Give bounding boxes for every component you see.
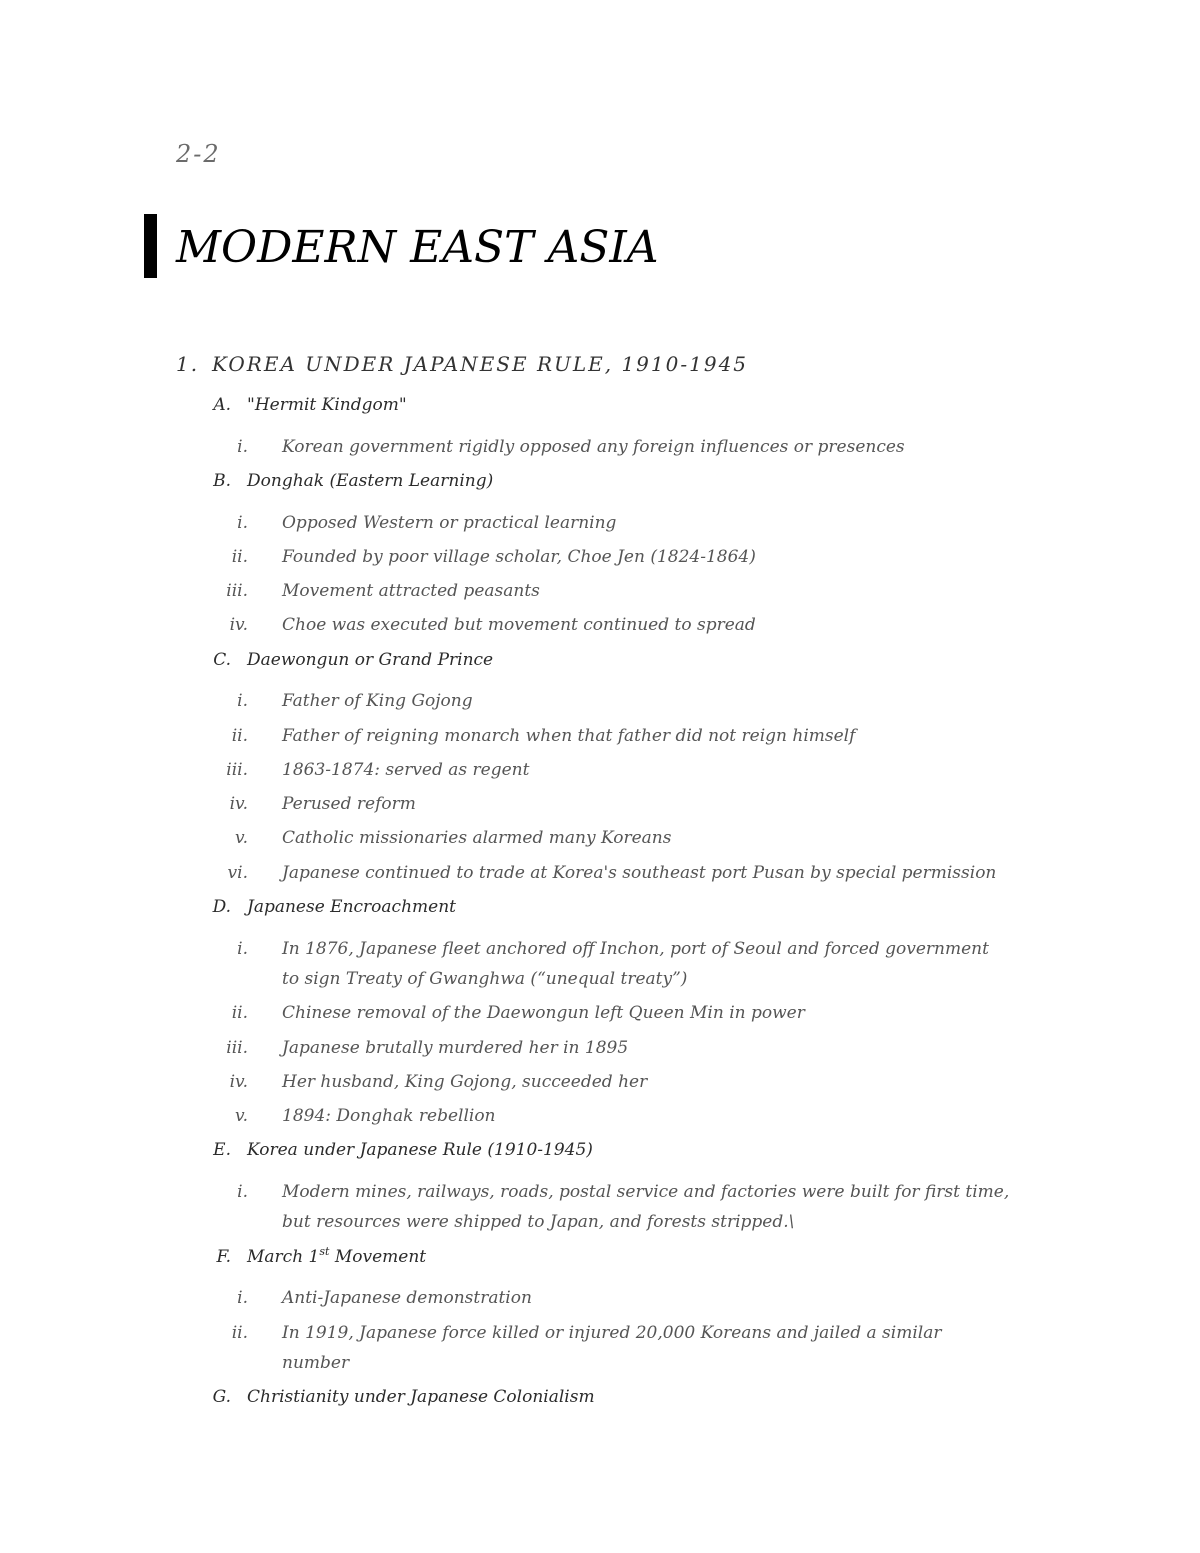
outline-item-g	[212, 1382, 595, 1412]
subitem-text: 1863-1874: served as regent	[282, 760, 530, 780]
section-heading	[176, 352, 748, 376]
subitem-text: In 1919, Japanese force killed or injured 20,000 Koreans and jailed a similar	[282, 1323, 942, 1343]
subitem-text: Father of reigning monarch when that father did not reign himself	[282, 726, 856, 746]
subitem-text: Movement attracted peasants	[282, 581, 540, 601]
subitem-marker: ii.	[231, 1003, 248, 1023]
outline-subitem	[237, 686, 473, 716]
outline-subitem	[226, 1033, 629, 1063]
title-accent-bar	[144, 214, 157, 278]
subitem-text: Anti-Japanese demonstration	[282, 1288, 532, 1308]
outline-subitem	[237, 934, 989, 964]
subitem-text: Her husband, King Gojong, succeeded her	[282, 1072, 648, 1092]
outline-subitem	[231, 721, 856, 751]
item-label	[247, 1247, 426, 1267]
outline-subitem	[229, 789, 416, 819]
subitem-marker: v.	[235, 1106, 248, 1126]
subitem-marker: i.	[237, 1182, 248, 1202]
item-label: "Hermit Kindgom"	[247, 395, 407, 415]
item-label-main: March 1	[247, 1247, 320, 1267]
subitem-marker: i.	[237, 939, 248, 959]
subitem-text: number	[282, 1353, 350, 1373]
subitem-marker: ii.	[231, 1323, 248, 1343]
outline-subitem	[229, 610, 756, 640]
subitem-text: Korean government rigidly opposed any foreign influences or presences	[282, 437, 905, 457]
item-label: Daewongun or Grand Prince	[247, 650, 494, 670]
outline-subitem	[226, 755, 530, 785]
outline-subitem	[237, 1283, 532, 1313]
subitem-text: 1894: Donghak rebellion	[282, 1106, 496, 1126]
outline-item-b	[213, 466, 494, 496]
outline-subitem-continuation	[282, 1207, 794, 1237]
outline-subitem	[226, 576, 540, 606]
subitem-text: Opposed Western or practical learning	[282, 513, 617, 533]
item-marker: G.	[212, 1387, 231, 1407]
outline-item-a	[213, 390, 407, 420]
outline-item-d	[212, 892, 456, 922]
outline-item-c	[213, 645, 494, 675]
page-number: 2-2	[176, 140, 221, 168]
outline-subitem	[237, 432, 905, 462]
subitem-text: Catholic missionaries alarmed many Koreans	[282, 828, 672, 848]
outline-subitem	[235, 823, 672, 853]
subitem-marker: iv.	[229, 794, 248, 814]
subitem-text: Father of King Gojong	[282, 691, 473, 711]
subitem-text: Japanese continued to trade at Korea's southeast port Pusan by special permission	[282, 863, 997, 883]
section-number: 1.	[176, 352, 200, 376]
item-marker: B.	[213, 471, 231, 491]
ordinal-suffix: st	[319, 1245, 330, 1258]
item-label-rest: Movement	[329, 1247, 427, 1267]
item-marker: D.	[212, 897, 231, 917]
item-label: Japanese Encroachment	[247, 897, 456, 917]
subitem-marker: iii.	[226, 760, 248, 780]
outline-subitem	[237, 508, 617, 538]
outline-subitem	[231, 998, 805, 1028]
subitem-marker: iii.	[226, 581, 248, 601]
subitem-text: Modern mines, railways, roads, postal service and factories were built for first time,	[282, 1182, 1010, 1202]
subitem-text: to sign Treaty of Gwanghwa (“unequal treaty”)	[282, 969, 688, 989]
item-marker: E.	[213, 1140, 231, 1160]
subitem-text: Choe was executed but movement continued to spread	[282, 615, 756, 635]
subitem-text: In 1876, Japanese fleet anchored off Inchon, port of Seoul and forced government	[282, 939, 989, 959]
subitem-marker: ii.	[231, 726, 248, 746]
outline-subitem-continuation	[282, 964, 687, 994]
outline-subitem-continuation	[282, 1348, 349, 1378]
outline-subitem	[227, 858, 997, 888]
subitem-marker: v.	[235, 828, 248, 848]
subitem-text: Perused reform	[282, 794, 416, 814]
outline-subitem	[231, 542, 756, 572]
subitem-text: but resources were shipped to Japan, and forests stripped.\	[282, 1212, 795, 1232]
outline-item-e	[213, 1135, 593, 1165]
item-label: Christianity under Japanese Colonialism	[247, 1387, 595, 1407]
subitem-text: Founded by poor village scholar, Choe Jen (1824-1864)	[282, 547, 756, 567]
subitem-marker: vi.	[227, 863, 248, 883]
subitem-marker: i.	[237, 513, 248, 533]
outline-subitem	[235, 1101, 496, 1131]
outline-subitem	[229, 1067, 648, 1097]
subitem-marker: i.	[237, 1288, 248, 1308]
item-marker: C.	[213, 650, 231, 670]
subitem-marker: ii.	[231, 547, 248, 567]
outline-subitem	[231, 1318, 942, 1348]
outline-subitem	[237, 1177, 1010, 1207]
subitem-marker: iii.	[226, 1038, 248, 1058]
item-marker: F.	[216, 1247, 231, 1267]
subitem-marker: iv.	[229, 1072, 248, 1092]
subitem-marker: i.	[237, 691, 248, 711]
item-label: Donghak (Eastern Learning)	[247, 471, 494, 491]
document-title: MODERN EAST ASIA	[176, 222, 659, 273]
subitem-text: Japanese brutally murdered her in 1895	[282, 1038, 629, 1058]
subitem-marker: iv.	[229, 615, 248, 635]
subitem-marker: i.	[237, 437, 248, 457]
item-label: Korea under Japanese Rule (1910-1945)	[247, 1140, 593, 1160]
section-title: KOREA UNDER JAPANESE RULE, 1910-1945	[212, 352, 749, 376]
subitem-text: Chinese removal of the Daewongun left Queen Min in power	[282, 1003, 805, 1023]
item-marker: A.	[213, 395, 231, 415]
outline-item-f	[216, 1242, 427, 1272]
